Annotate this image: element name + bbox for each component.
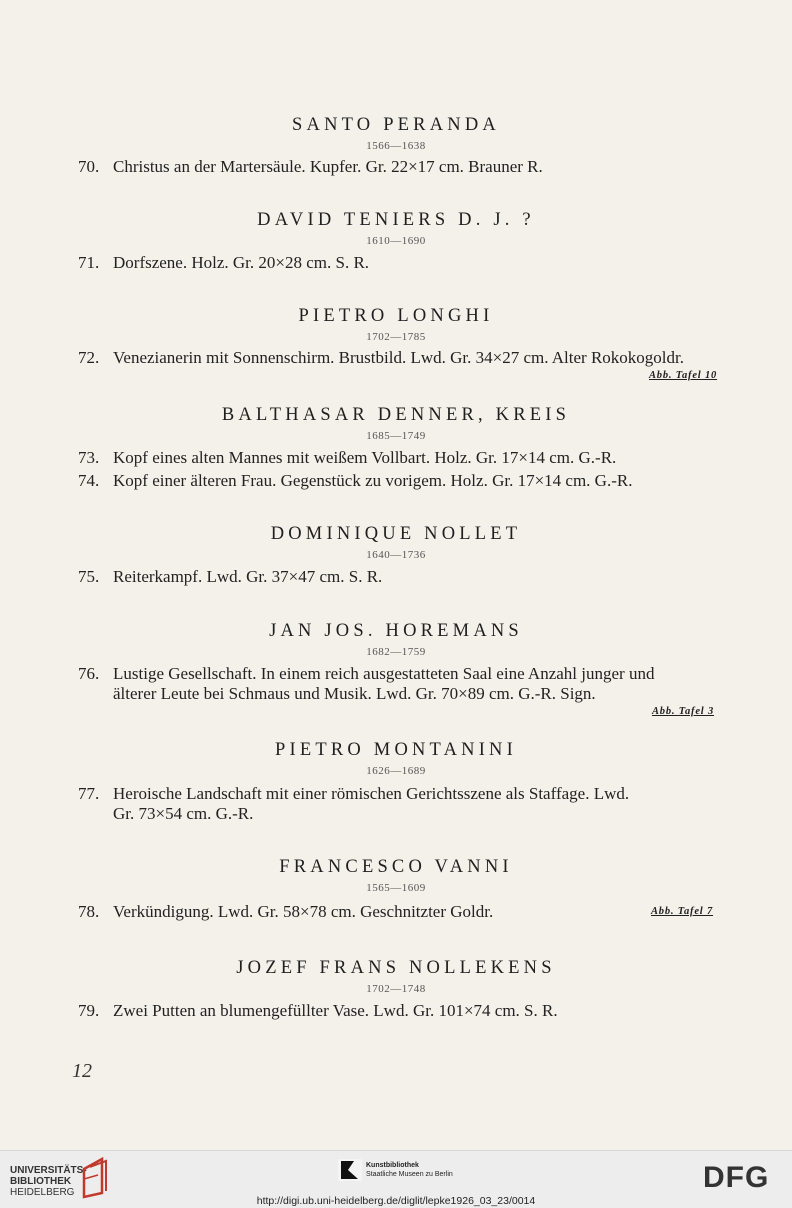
plate-reference: Abb. Tafel 10: [649, 370, 718, 381]
artist-name: DAVID TENIERS D. J. ?: [257, 210, 535, 230]
catalog-entry: [78, 448, 738, 468]
entry-text: Venezianerin mit Sonnenschirm. Brustbild. Lwd. Gr. 34×27 cm. Alter Rokokogoldr.: [113, 348, 684, 367]
artist-name: SANTO PERANDA: [292, 115, 500, 135]
entry-number: 71.: [78, 253, 100, 272]
artist-dates: 1566—1638: [366, 140, 426, 152]
dfg-logo[interactable]: DFG: [703, 1161, 770, 1194]
artist-dates: 1702—1748: [366, 983, 426, 995]
entry-number: 79.: [78, 1001, 100, 1020]
artist-heading: [0, 523, 792, 562]
artist-dates: 1702—1785: [366, 331, 426, 343]
entry-text: Kopf eines alten Mannes mit weißem Vollbart. Holz. Gr. 17×14 cm. G.-R.: [113, 448, 617, 467]
kunstbibliothek-logo-icon: [338, 1159, 362, 1181]
catalog-entry: [78, 664, 738, 704]
entry-text-continued: Gr. 73×54 cm. G.-R.: [113, 804, 254, 823]
artist-heading: [0, 209, 792, 248]
artist-name: JOZEF FRANS NOLLEKENS: [236, 958, 556, 978]
entry-number: 73.: [78, 448, 100, 467]
catalog-entry: [78, 1001, 738, 1021]
catalog-entry: [78, 784, 738, 824]
artist-heading: [0, 739, 792, 778]
artist-dates: 1685—1749: [366, 430, 426, 442]
artist-name: DOMINIQUE NOLLET: [270, 524, 522, 544]
artist-dates: 1640—1736: [366, 549, 426, 561]
artist-name: BALTHASAR DENNER, KREIS: [221, 405, 571, 425]
plate-reference: Abb. Tafel 7: [651, 906, 714, 917]
university-library-label[interactable]: [10, 1165, 87, 1198]
artist-dates: 1682—1759: [366, 646, 426, 658]
entry-text: Zwei Putten an blumengefüllter Vase. Lwd. Gr. 101×74 cm. S. R.: [113, 1001, 558, 1020]
artist-heading: [0, 114, 792, 153]
catalog-entry: [78, 567, 738, 587]
kunstbibliothek-subtitle: Staatliche Museen zu Berlin: [366, 1171, 453, 1178]
artist-name: JAN JOS. HOREMANS: [269, 621, 523, 641]
entry-text: Kopf einer älteren Frau. Gegenstück zu vorigem. Holz. Gr. 17×14 cm. G.-R.: [113, 471, 633, 490]
entry-number: 77.: [78, 784, 100, 803]
entry-number: 74.: [78, 471, 100, 490]
catalog-entry: [78, 471, 738, 491]
artist-dates: 1610—1690: [366, 235, 426, 247]
university-line: UNIVERSITÄTS-: [10, 1165, 87, 1176]
artist-dates: 1565—1609: [366, 882, 426, 894]
artist-name: FRANCESCO VANNI: [279, 857, 513, 877]
entry-text: Christus an der Martersäule. Kupfer. Gr. 22×17 cm. Brauner R.: [113, 157, 543, 176]
entry-text: Lustige Gesellschaft. In einem reich ausgestatteten Saal eine Anzahl junger und: [113, 664, 655, 683]
artist-heading: [0, 404, 792, 443]
university-logo-icon[interactable]: [80, 1157, 110, 1199]
entry-number: 78.: [78, 902, 100, 921]
kunstbibliothek-title: Kunstbibliothek: [366, 1162, 419, 1169]
catalog-entry: [78, 348, 738, 368]
artist-heading: [0, 957, 792, 996]
permalink-url[interactable]: http://digi.ub.uni-heidelberg.de/diglit/lepke1926_03_23/0014: [256, 1195, 536, 1207]
page-number: 12: [72, 1060, 92, 1082]
digitization-footer: [0, 1150, 792, 1208]
catalog-entry: [78, 157, 738, 177]
artist-heading: [0, 620, 792, 659]
university-line: BIBLIOTHEK: [10, 1176, 72, 1187]
entry-text: Dorfszene. Holz. Gr. 20×28 cm. S. R.: [113, 253, 370, 272]
artist-heading: [0, 856, 792, 895]
artist-name: PIETRO MONTANINI: [275, 740, 517, 760]
plate-reference: Abb. Tafel 3: [652, 706, 715, 717]
catalog-entry: [78, 902, 738, 922]
artist-dates: 1626—1689: [366, 765, 426, 777]
entry-number: 70.: [78, 157, 100, 176]
entry-number: 75.: [78, 567, 100, 586]
catalog-entry: [78, 253, 738, 273]
artist-heading: [0, 305, 792, 344]
university-line: HEIDELBERG: [10, 1187, 75, 1198]
entry-text: Verkündigung. Lwd. Gr. 58×78 cm. Geschnitzter Goldr.: [113, 902, 494, 921]
entry-number: 72.: [78, 348, 100, 367]
entry-text: Heroische Landschaft mit einer römischen Gerichtsszene als Staffage. Lwd.: [113, 784, 630, 803]
entry-number: 76.: [78, 664, 100, 683]
entry-text-continued: älterer Leute bei Schmaus und Musik. Lwd. Gr. 70×89 cm. G.-R. Sign.: [113, 684, 596, 703]
entry-text: Reiterkampf. Lwd. Gr. 37×47 cm. S. R.: [113, 567, 383, 586]
artist-name: PIETRO LONGHI: [298, 306, 494, 326]
